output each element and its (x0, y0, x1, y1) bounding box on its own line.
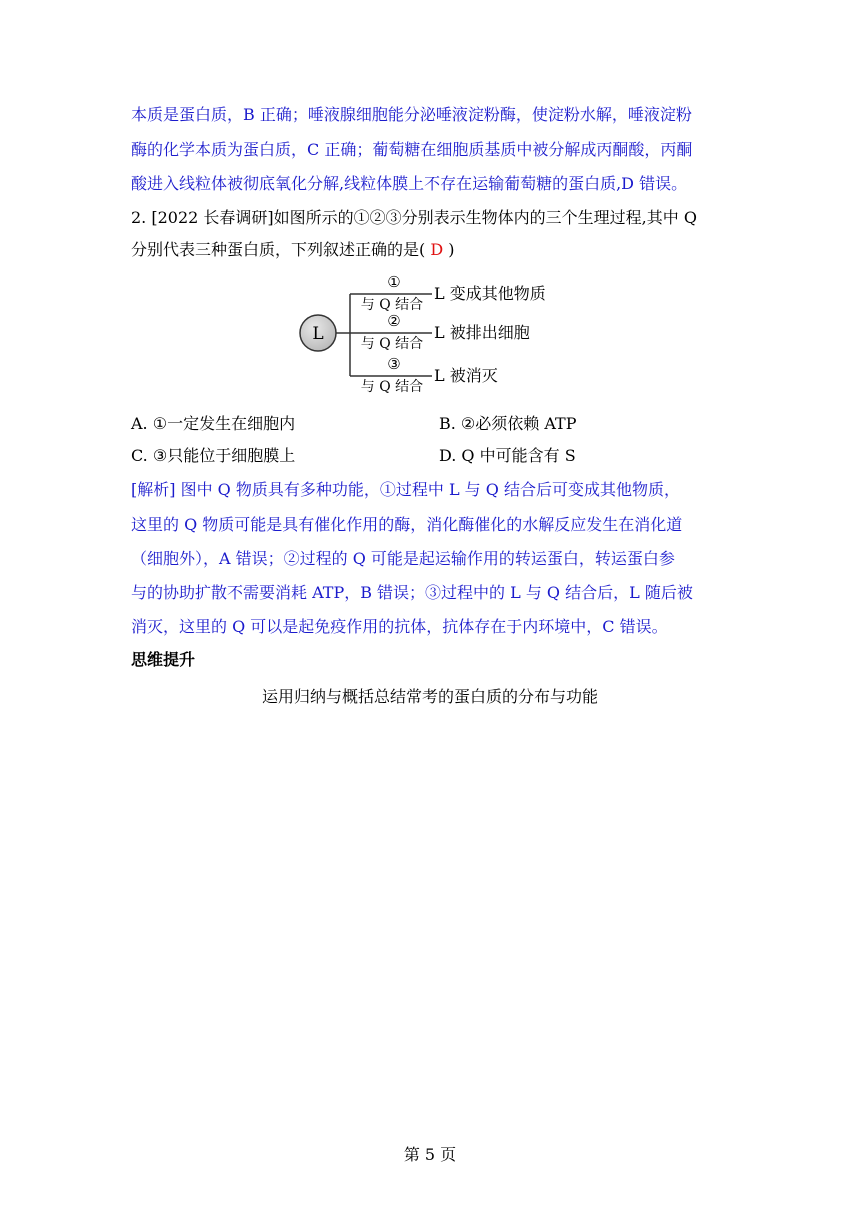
question-text-2: 分别代表三种蛋白质，下列叙述正确的是( (131, 240, 426, 259)
branch-result-1: L 变成其他物质 (434, 284, 546, 303)
answer-letter: D (425, 240, 449, 259)
analysis-line-1: [解析] 图中 Q 物质具有多种功能，①过程中 L 与 Q 结合后可变成其他物质， (131, 480, 680, 499)
question-number: 2. (131, 208, 152, 227)
section-caption: 运用归纳与概括总结常考的蛋白质的分布与功能 (261, 687, 598, 706)
process-diagram (296, 270, 596, 396)
section-heading: 思维提升 (131, 650, 196, 669)
question-line-1 (131, 208, 731, 228)
branch-condition-2: 与 Q 结合 (360, 336, 424, 352)
analysis-line-3: （细胞外），A 错误；②过程的 Q 可能是起运输作用的转运蛋白，转运蛋白参 (131, 549, 675, 568)
branch-num-2: ② (387, 312, 401, 330)
option-c: C. ③只能位于细胞膜上 (131, 446, 296, 465)
branch-result-2: L 被排出细胞 (434, 323, 530, 342)
analysis-line-2: 这里的 Q 物质可能是具有催化作用的酶，消化酶催化的水解反应发生在消化道 (131, 515, 683, 534)
branch-num-3: ③ (387, 355, 401, 373)
branch-condition-1: 与 Q 结合 (360, 297, 424, 313)
option-a: A. ①一定发生在细胞内 (131, 414, 296, 433)
explanation-line-2: 酶的化学本质为蛋白质，C 正确；葡萄糖在细胞质基质中被分解成丙酮酸，丙酮 (131, 140, 693, 159)
branch-result-3: L 被消灭 (434, 366, 498, 385)
branch-condition-3: 与 Q 结合 (360, 379, 424, 395)
option-b: B. ②必须依赖 ATP (439, 414, 577, 433)
branch-num-1: ① (387, 273, 401, 291)
l-circle-label: L (312, 324, 324, 344)
question-paren-close: ) (448, 240, 455, 259)
option-d: D. Q 中可能含有 S (439, 446, 576, 465)
explanation-line-1: 本质是蛋白质，B 正确；唾液腺细胞能分泌唾液淀粉酶，使淀粉水解，唾液淀粉 (131, 105, 692, 124)
question-source: [2022 长春调研] (151, 208, 274, 227)
question-text: 如图所示的①②③分别表示生物体内的三个生理过程,其中 Q (273, 208, 697, 227)
page-footer: 第 5 页 (403, 1145, 457, 1164)
question-line-2 (131, 240, 731, 260)
analysis-line-5: 消灭，这里的 Q 可以是起免疫作用的抗体，抗体存在于内环境中，C 错误。 (131, 617, 668, 636)
analysis-line-4: 与的协助扩散不需要消耗 ATP，B 错误；③过程中的 L 与 Q 结合后，L 随后被 (131, 583, 693, 602)
explanation-line-3: 酸进入线粒体被彻底氧化分解,线粒体膜上不存在运输葡萄糖的蛋白质,D 错误。 (131, 174, 688, 193)
